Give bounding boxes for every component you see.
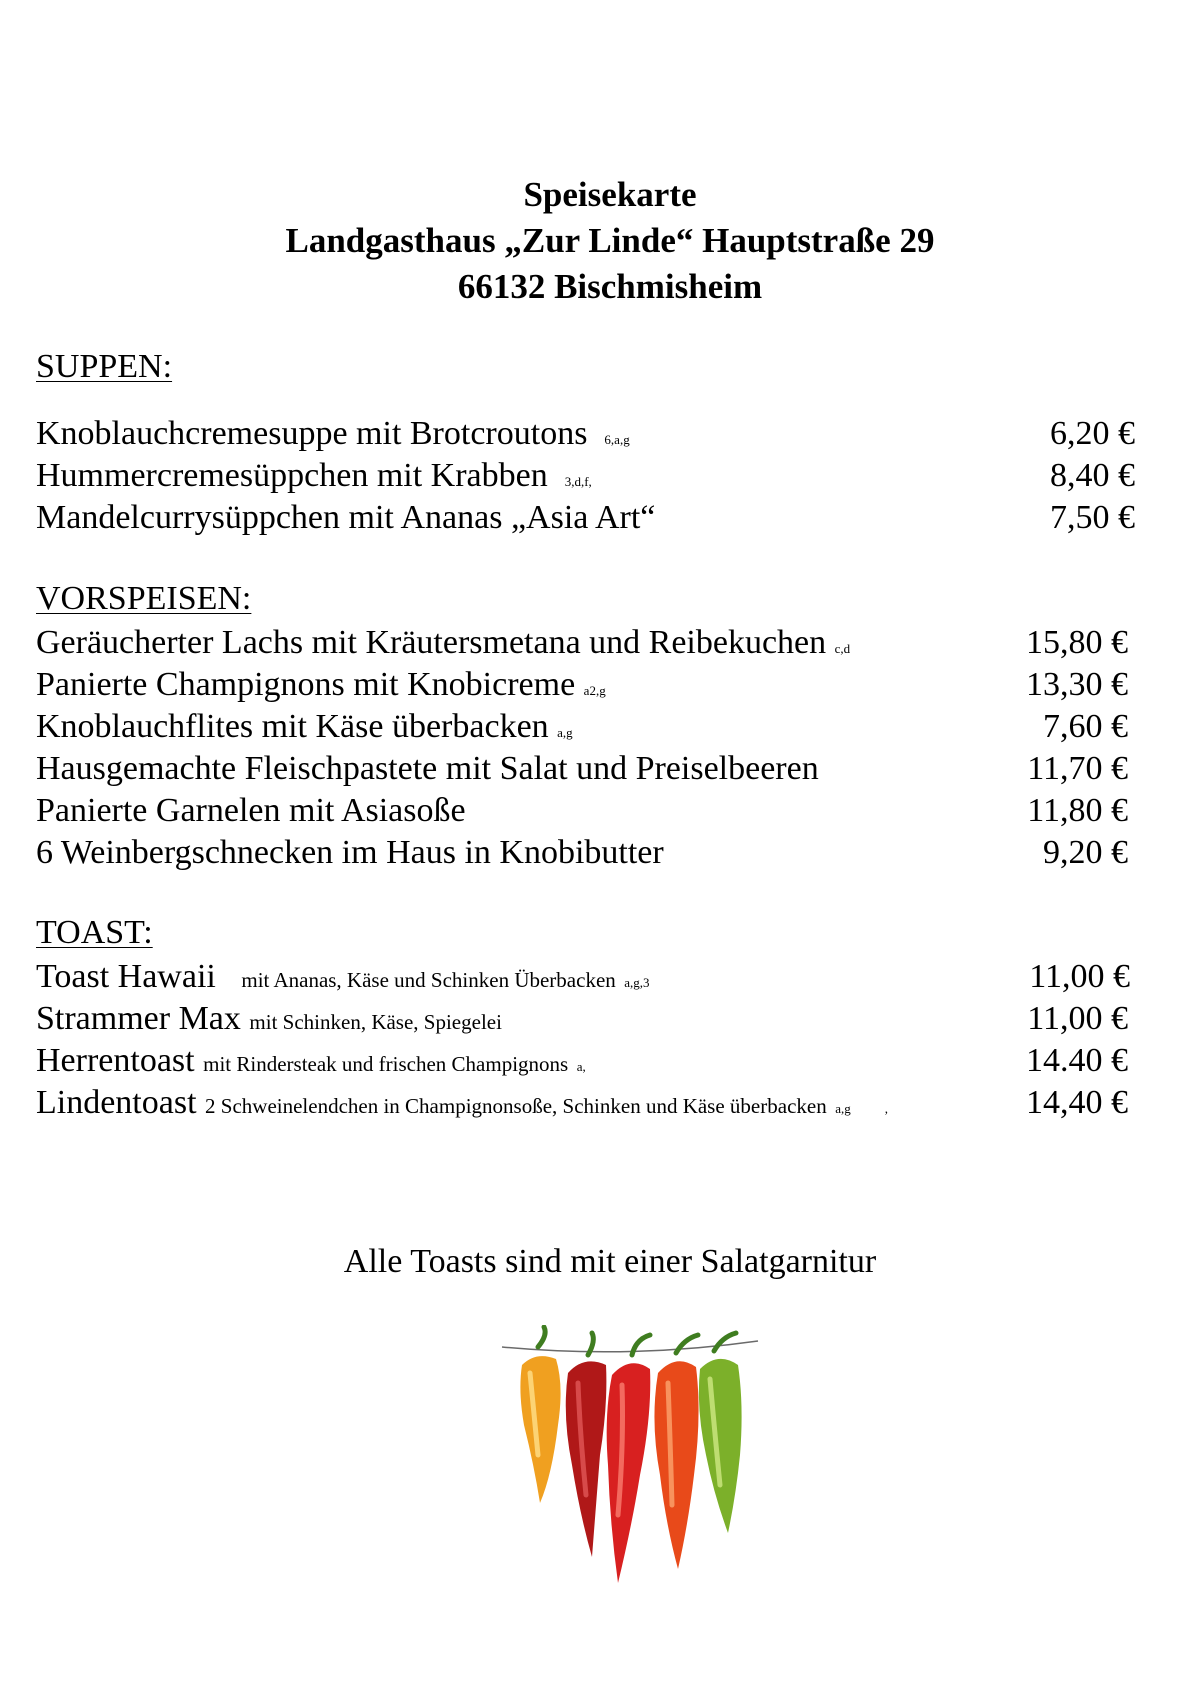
item-allergens: a, [576, 1059, 586, 1074]
item-price: 15,80 € [1026, 624, 1128, 661]
pepper-red [607, 1335, 651, 1583]
menu-item [36, 1040, 1190, 1082]
item-price: 14,40 € [1026, 1084, 1128, 1121]
menu-item [36, 455, 1190, 497]
item-price: 11,80 € [1027, 792, 1128, 829]
item-price: 11,70 € [1027, 750, 1128, 787]
item-name: Lindentoast [36, 1084, 197, 1121]
item-allergens: 6,a,g [604, 432, 630, 447]
item-allergens: c,d [834, 641, 851, 656]
menu-item [36, 413, 1190, 455]
menu-item [36, 832, 1190, 874]
pepper-orange-red [654, 1335, 698, 1569]
menu-item [36, 1082, 1190, 1124]
item-allergens: 3,d,f, [564, 474, 592, 489]
section-title-suppen: SUPPEN: [36, 348, 173, 385]
item-name: Strammer Max [36, 1000, 241, 1037]
header-city: 66132 Bischmisheim [457, 267, 763, 306]
section-title-vorspeisen: VORSPEISEN: [36, 580, 252, 617]
header-address: Landgasthaus „Zur Linde“ Hauptstraße 29 [285, 221, 935, 260]
item-allergens: a2,g [583, 683, 606, 698]
item-price: 14.40 € [1026, 1042, 1128, 1079]
pepper-green [699, 1333, 742, 1533]
item-name: Panierte Garnelen mit Asiasoße [36, 792, 466, 829]
item-price: 13,30 € [1026, 666, 1128, 703]
item-name: 6 Weinbergschnecken im Haus in Knobibutter [36, 834, 664, 871]
salad-footnote: Alle Toasts sind mit einer Salatgarnitur [343, 1243, 877, 1280]
item-name: Mandelcurrysüppchen mit Ananas „Asia Art“ [36, 499, 656, 536]
item-name: Knoblauchflites mit Käse überbacken [36, 708, 549, 745]
item-price: 11,00 € [1029, 958, 1130, 995]
item-description: 2 Schweinelendchen in Champignonsoße, Schinken und Käse überbacken [205, 1094, 827, 1118]
section-title-toast: TOAST: [36, 914, 153, 951]
item-allergens: a,g [835, 1101, 851, 1116]
menu-item [36, 748, 1190, 790]
menu-item [36, 706, 1190, 748]
item-description: mit Ananas, Käse und Schinken Überbacken [241, 968, 616, 992]
pepper-orange [520, 1327, 560, 1503]
chili-peppers-icon [500, 1325, 760, 1595]
item-name: Geräucherter Lachs mit Kräutersmetana und Reibekuchen [36, 624, 827, 661]
pepper-dark-red [566, 1333, 607, 1557]
item-name: Herrentoast [36, 1042, 195, 1079]
menu-item [36, 956, 1190, 998]
item-price: 7,60 € [1043, 708, 1128, 745]
item-name: Panierte Champignons mit Knobicreme [36, 666, 576, 703]
menu-item [36, 497, 1190, 539]
item-price: 6,20 € [1050, 415, 1135, 452]
item-description: mit Rindersteak und frischen Champignons [203, 1052, 569, 1076]
item-price: 9,20 € [1043, 834, 1128, 871]
item-name: Hummercremesüppchen mit Krabben [36, 457, 548, 494]
item-name: Toast Hawaii [36, 958, 216, 995]
menu-item [36, 790, 1190, 832]
menu-header [0, 172, 1190, 310]
item-name: Hausgemachte Fleischpastete mit Salat und Preiselbeeren [36, 750, 819, 787]
item-price: 7,50 € [1050, 499, 1135, 536]
item-description: mit Schinken, Käse, Spiegelei [249, 1010, 502, 1034]
item-extra-mark: , [884, 1101, 888, 1116]
item-name: Knoblauchcremesuppe mit Brotcroutons [36, 415, 588, 452]
menu-item [36, 622, 1190, 664]
item-price: 11,00 € [1027, 1000, 1128, 1037]
item-price: 8,40 € [1050, 457, 1135, 494]
menu-item [36, 664, 1190, 706]
item-allergens: a,g [557, 725, 573, 740]
menu-item [36, 998, 1190, 1040]
header-title: Speisekarte [523, 175, 697, 214]
item-allergens: a,g,3 [624, 975, 650, 990]
